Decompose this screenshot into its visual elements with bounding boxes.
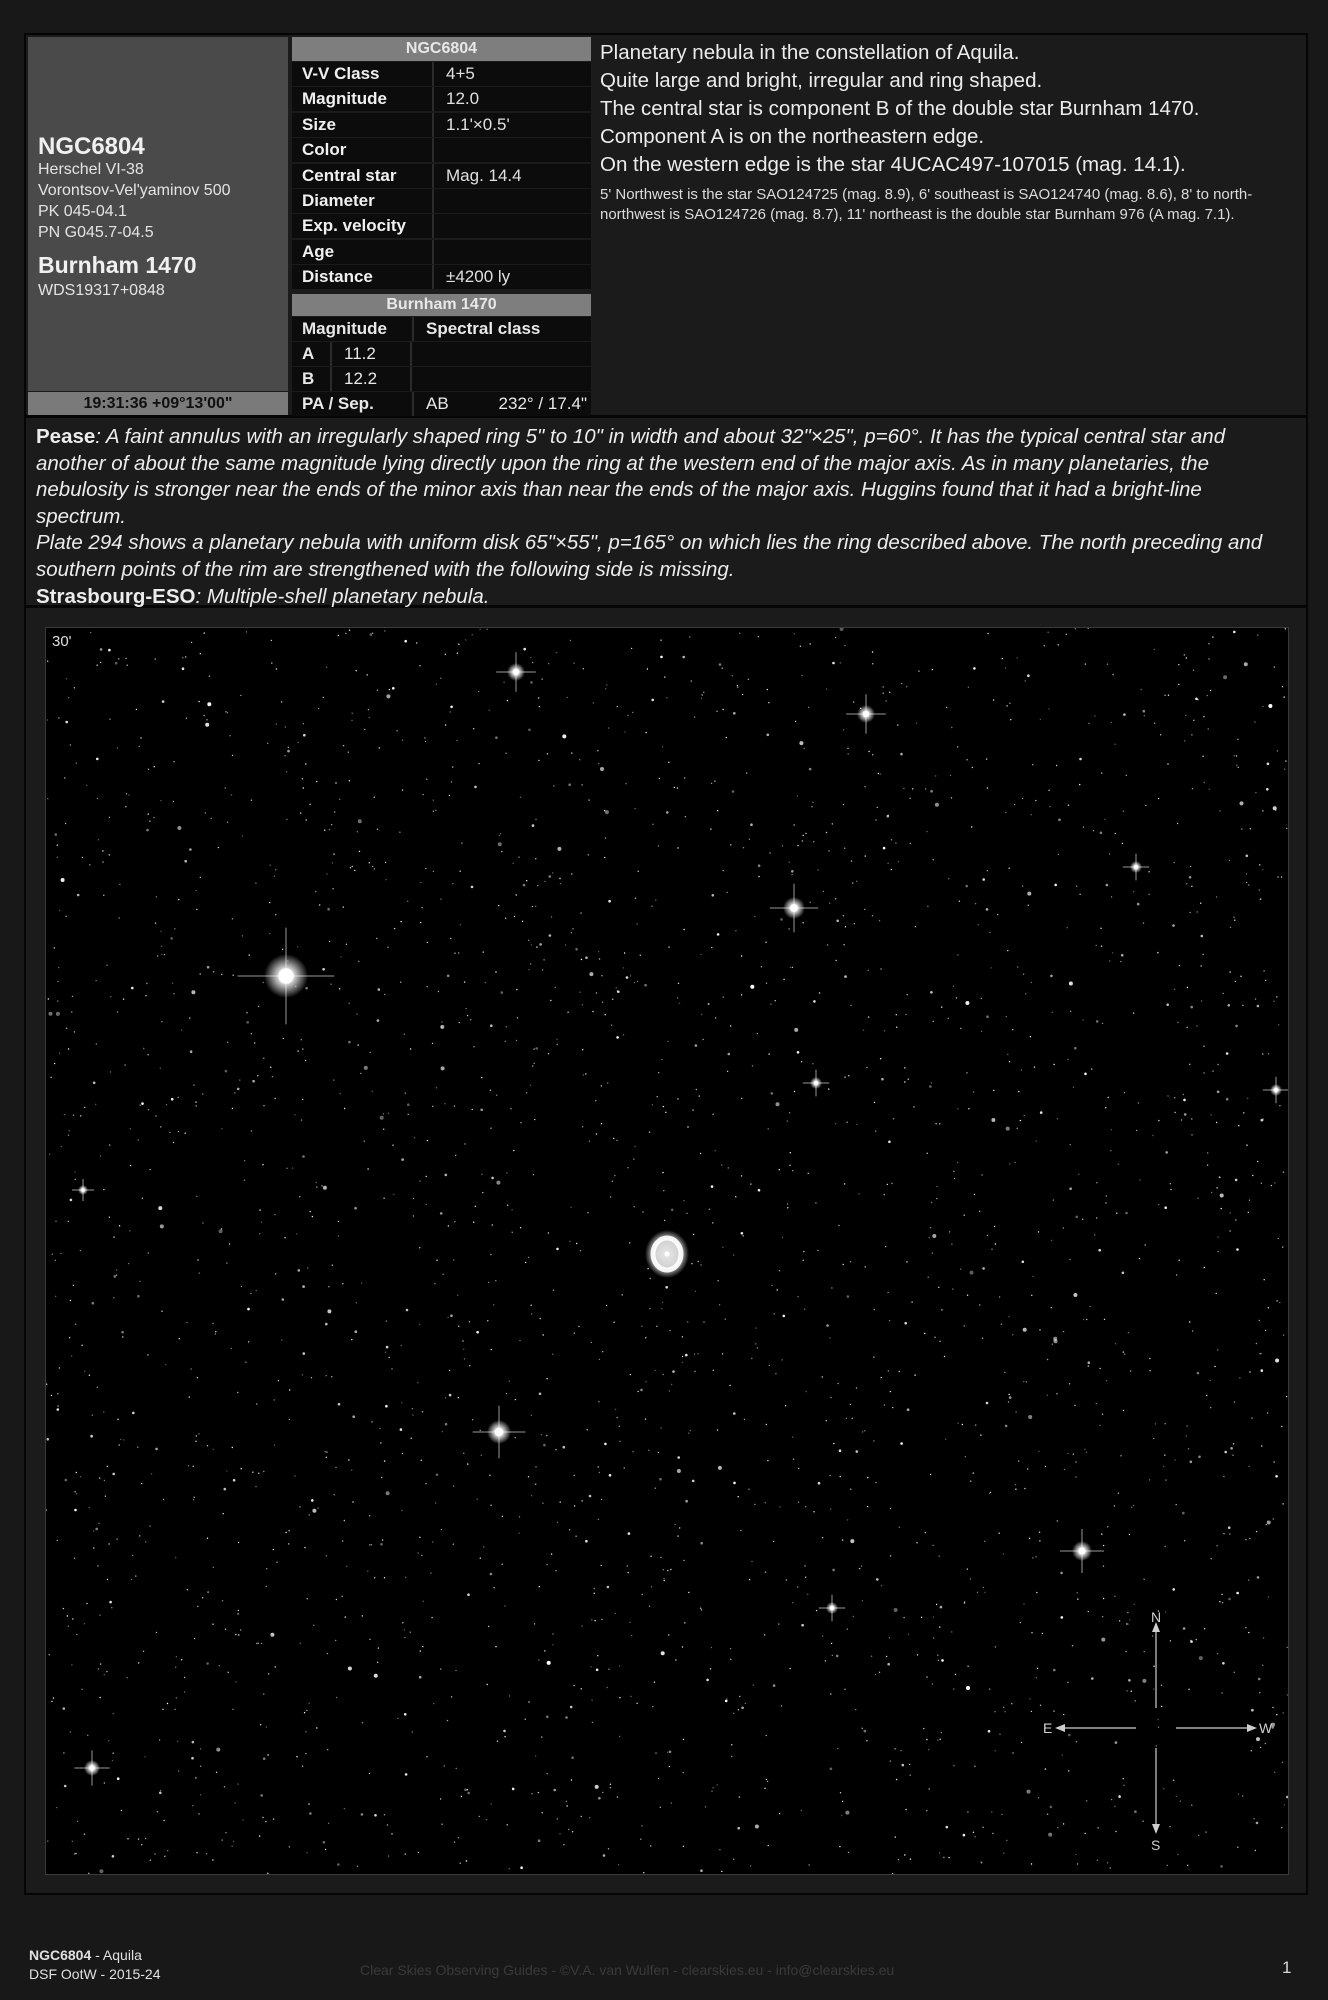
- page-frame: [24, 33, 1308, 1895]
- coordinates: 19:31:36 +09°13'00": [28, 392, 288, 415]
- component-label: A: [292, 342, 332, 366]
- component-spectral: [412, 367, 591, 391]
- component-magnitude: 11.2: [332, 342, 412, 366]
- property-row: [292, 138, 591, 162]
- column-magnitude: Magnitude: [292, 317, 414, 341]
- designation: Herschel VI-38: [38, 161, 144, 178]
- property-key: Color: [292, 138, 434, 162]
- footer: [29, 1946, 161, 1984]
- designation: Vorontsov-Vel'yaminov 500: [38, 182, 231, 199]
- designation: PK 045-04.1: [38, 203, 127, 220]
- property-value: 4+5: [446, 64, 475, 83]
- description-line: Component A is on the northeastern edge.: [600, 125, 985, 148]
- property-value: [434, 240, 591, 264]
- description-details: 5' Northwest is the star SAO124725 (mag. 8.9), 6' southeast is SAO124740 (mag. 8.6), 8' to north-northwest is SAO124726 (mag. 8.7), 11' northeast is the double star Burnham 976 (A mag. 7.1).: [600, 186, 1253, 223]
- property-value: 12.0: [446, 89, 480, 109]
- property-row: [292, 62, 591, 86]
- fov-label: 30': [52, 633, 72, 650]
- property-row: [292, 214, 591, 238]
- eso-label: Strasbourg-ESO: [36, 584, 196, 608]
- double-star-table: [292, 294, 591, 417]
- description-line: The central star is component B of the double star Burnham 1470.: [600, 97, 1200, 120]
- property-key: Magnitude: [292, 87, 434, 111]
- pa-value: 232° / 17.4": [498, 394, 587, 413]
- double-star-columns: [292, 317, 591, 341]
- double-star-header: Burnham 1470: [292, 294, 591, 316]
- designation: PN G045.7-04.5: [38, 224, 154, 241]
- property-value: Mag. 14.4: [446, 165, 522, 185]
- component-spectral: [412, 342, 591, 366]
- description-line: Planetary nebula in the constellation of Aquila.: [600, 41, 1020, 64]
- observing-notes: [26, 418, 1306, 608]
- property-key: Central star: [292, 164, 434, 188]
- property-value: [434, 214, 591, 238]
- component-row: [292, 342, 591, 366]
- property-key: V-V Class: [292, 62, 434, 86]
- property-row: [292, 87, 591, 111]
- component-label: B: [292, 367, 332, 391]
- page-number: 1: [1282, 1958, 1292, 1977]
- compass-south: S: [1151, 1837, 1161, 1853]
- pa-pair: AB: [426, 394, 449, 413]
- star-field: [46, 628, 1288, 1874]
- property-row: [292, 189, 591, 213]
- property-row: [292, 265, 591, 289]
- compass: [1055, 1622, 1257, 1834]
- property-row: [292, 113, 591, 137]
- double-star-name: Burnham 1470: [38, 252, 197, 278]
- column-spectral: Spectral class: [426, 319, 541, 338]
- pease-text: : A faint annulus with an irregularly shaped ring 5" to 10" in width and about 32"×25", p=60°. It has the typical central star and another of about the same magnitude lying directly upon the ring at the western end of the major axis. As in many planetaries, the nebulosity is stronger near the ends of the minor axis than near the ends of the major axis. Huggins found that it had a bright-line spectrum.: [36, 425, 1226, 528]
- property-row: [292, 240, 591, 264]
- property-key: Age: [292, 240, 434, 264]
- property-value: [434, 189, 591, 213]
- property-row: [292, 164, 591, 188]
- pa-row: [292, 392, 591, 416]
- compass-west: W: [1259, 1720, 1273, 1736]
- plate-text: Plate 294 shows a planetary nebula with uniform disk 65"×55", p=165° on which lies the ring described above. The north preceding and southern points of the rim are strengthened with the following side is missing.: [36, 531, 1263, 581]
- footer-issue: DSF OotW - 2015-24: [29, 1966, 161, 1982]
- component-magnitude: 12.2: [332, 367, 412, 391]
- description-line: On the western edge is the star 4UCAC497-107015 (mag. 14.1).: [600, 153, 1186, 176]
- eso-text: : Multiple-shell planetary nebula.: [195, 584, 490, 608]
- property-value: [434, 138, 591, 162]
- pease-label: Pease: [36, 425, 96, 448]
- footer-object: NGC6804: [29, 1947, 92, 1963]
- object-name: NGC6804: [38, 133, 145, 160]
- property-key: Diameter: [292, 189, 434, 213]
- wds-designation: WDS19317+0848: [38, 282, 165, 299]
- compass-north: N: [1151, 1609, 1162, 1625]
- planetary-nebula: [645, 1230, 689, 1278]
- property-key: Distance: [292, 265, 434, 289]
- identification-box: [28, 37, 288, 391]
- footer-constellation: - Aquila: [91, 1947, 142, 1963]
- credits: Clear Skies Observing Guides - ©V.A. van Wulfen - clearskies.eu - info@clearskies.eu: [360, 1962, 895, 1978]
- compass-east: E: [1043, 1720, 1053, 1736]
- properties-table: [292, 37, 591, 291]
- component-row: [292, 367, 591, 391]
- star-field-image: [45, 627, 1289, 1875]
- property-key: Size: [292, 113, 434, 137]
- property-value: ±4200 ly: [446, 267, 511, 287]
- property-value: 1.1'×0.5': [446, 114, 510, 134]
- properties-header: NGC6804: [292, 37, 591, 61]
- description: [600, 39, 1300, 225]
- info-panel: [26, 35, 1306, 418]
- pa-label: PA / Sep.: [292, 392, 414, 416]
- property-key: Exp. velocity: [292, 214, 434, 238]
- description-line: Quite large and bright, irregular and ring shaped.: [600, 69, 1043, 92]
